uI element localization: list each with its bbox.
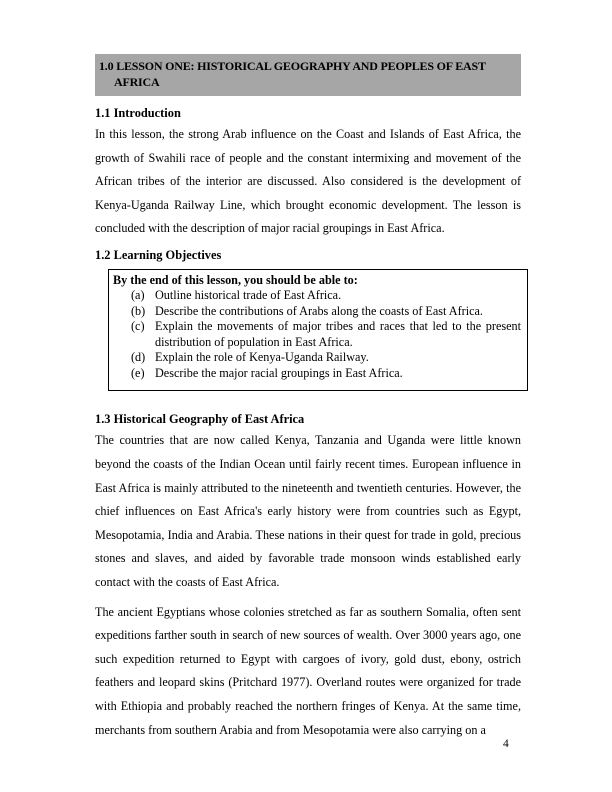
section-heading-historical-geography: 1.3 Historical Geography of East Africa — [95, 412, 305, 427]
objective-label: (c) — [131, 319, 145, 334]
historical-geography-paragraph-2: The ancient Egyptians whose colonies stretched as far as southern Somalia, often sent expeditions farther south in search of new sources of wealth. Over 3000 years ago, one such expedition returned to Egypt with cargoes of ivory, gold dust, ebony, ostrich feathers and leopard skins (Pritchard 1977). Overland routes were organized for trade with Ethiopia and probably reached the northern fringes of Kenya. At the same time, merchants from southern Arabia and from Mesopotamia were also carrying on a — [95, 604, 521, 737]
section-heading-learning-objectives: 1.2 Learning Objectives — [95, 247, 222, 262]
lesson-header-box — [95, 54, 521, 96]
lesson-title-line2: AFRICA — [114, 74, 160, 89]
lesson-title-line1: 1.0 LESSON ONE: HISTORICAL GEOGRAPHY AND PEOPLES OF EAST — [99, 59, 486, 73]
objective-label: (d) — [131, 350, 146, 365]
objective-item — [131, 350, 521, 366]
historical-geography-paragraph-1: The countries that are now called Kenya, Tanzania and Uganda were little known beyond the coasts of the Indian Ocean until fairly recent times. European influence in East Africa is mainly attributed to the nineteenth and twentieth centuries. However, the chief influences on East Africa's early history were from countries such as Egypt, Mesopotamia, India and Arabia. These nations in their quest for trade in gold, precious stones and slaves, and aided by favorable trade monsoon winds established early contact with the coasts of East Africa. — [95, 433, 521, 590]
objective-item — [131, 366, 521, 382]
objective-label: (a) — [131, 288, 145, 303]
objectives-box — [108, 269, 528, 392]
objective-text: Describe the contributions of Arabs along the coasts of East Africa. — [155, 303, 483, 318]
objective-item — [131, 319, 521, 350]
objective-item — [131, 288, 521, 304]
introduction-paragraph: In this lesson, the strong Arab influence on the Coast and Islands of East Africa, the growth of Swahili race of people and the constant intermixing and movement of the African tribes of the interior are discussed. Also considered is the development of Kenya-Uganda Railway Line, which brought economic development. The lesson is concluded with the description of major racial groupings in East Africa. — [95, 127, 521, 236]
page-number: 4 — [503, 738, 509, 750]
objective-text: Describe the major racial groupings in East Africa. — [155, 365, 403, 380]
objectives-lead: By the end of this lesson, you should be able to: — [113, 272, 358, 287]
objective-label: (b) — [131, 303, 146, 318]
section-heading-introduction: 1.1 Introduction — [95, 106, 181, 120]
objective-text: Explain the movements of major tribes and races that led to the present distribution of population in East Africa. — [155, 319, 521, 349]
objective-label: (e) — [131, 365, 145, 380]
page-content — [95, 54, 521, 742]
objective-item — [131, 304, 521, 320]
objective-text: Explain the role of Kenya-Uganda Railway. — [155, 350, 369, 365]
objective-text: Outline historical trade of East Africa. — [155, 288, 342, 303]
